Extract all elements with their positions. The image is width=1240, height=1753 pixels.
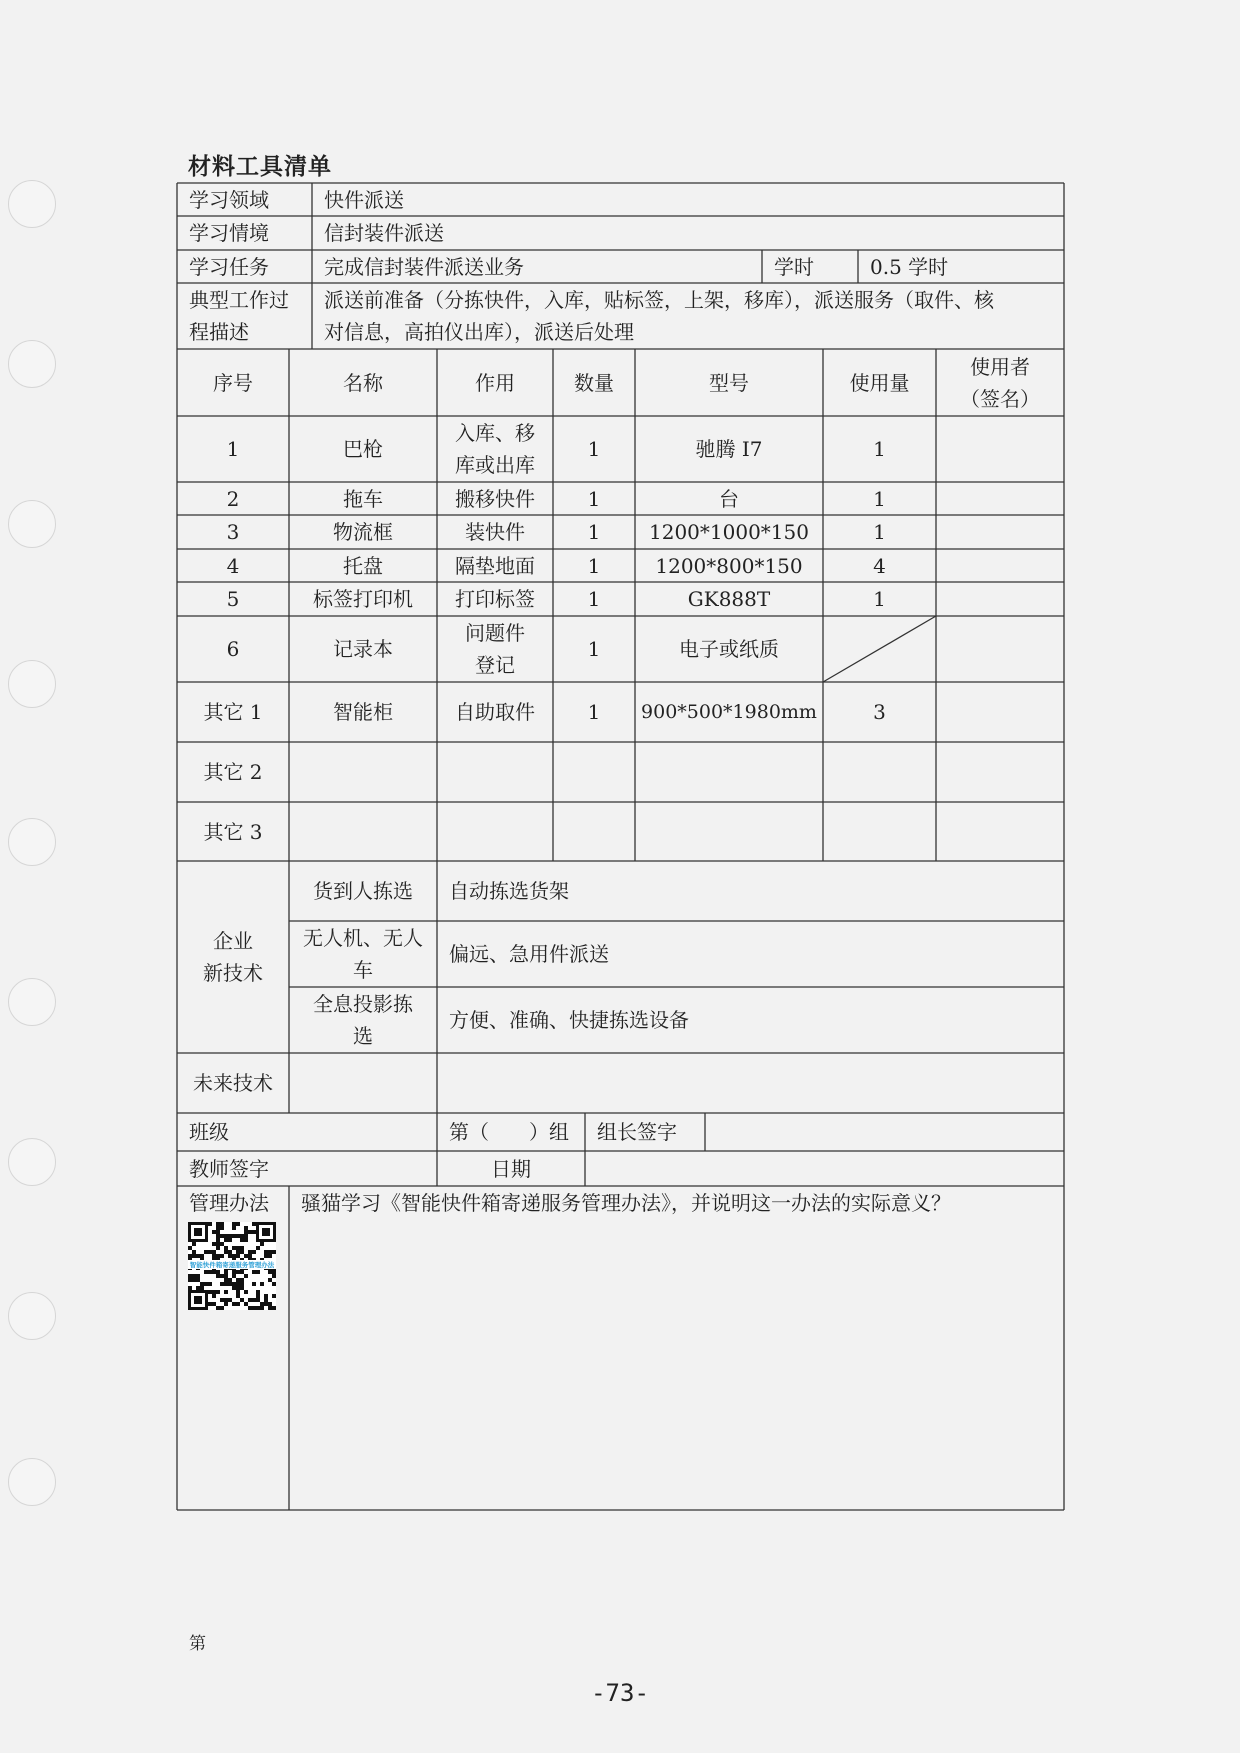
tech-description: 偏远、急用件派送: [449, 942, 609, 966]
table-row-usage: 3: [873, 700, 886, 724]
management-question: 骚猫学习《智能快件箱寄递服务管理办法》，并说明这一办法的实际意义？: [301, 1191, 951, 1215]
table-row-seq: 2: [226, 486, 240, 511]
table-row-model: GK888T: [687, 587, 771, 611]
table-row-use-line: 库或出库: [455, 453, 535, 477]
table-row-name: 托盘: [343, 553, 383, 578]
tech-name-line: 无人机、无人: [303, 926, 423, 950]
tech-name: 货到人拣选: [313, 879, 413, 903]
domain-value: 快件派送: [324, 187, 404, 212]
binder-hole: [8, 1458, 56, 1506]
col-header-qty: 数量: [574, 370, 614, 395]
class-label: 班级: [189, 1120, 229, 1144]
table-row-usage: 1: [873, 520, 886, 544]
table-row-seq: 5: [226, 587, 240, 611]
table-row-seq: 4: [226, 553, 240, 578]
table-row-name: 拖车: [343, 486, 383, 511]
tech-name-line: 选: [353, 1024, 373, 1048]
table-row-use-line: 登记: [475, 653, 515, 677]
table-row-model: 1200*800*150: [655, 553, 803, 578]
task-value: 完成信封装件派送业务: [324, 254, 524, 279]
table-row-model: 1200*1000*150: [649, 520, 809, 544]
process-description: [312, 283, 1064, 349]
binder-hole: [8, 818, 56, 866]
table-row-qty: 1: [587, 637, 601, 661]
teacher-sign-label: 教师签字: [189, 1156, 269, 1181]
table-row-use: 装快件: [465, 520, 525, 544]
page-number: -73-: [591, 1679, 649, 1707]
col-header-usage: 使用量: [849, 370, 910, 395]
table-row-use: [437, 616, 553, 682]
hours-value: 0.5 学时: [870, 254, 949, 279]
tech-description: 自动拣选货架: [449, 879, 569, 903]
process-line: 对信息，高拍仪出库），派送后处理: [324, 320, 634, 344]
management-label: 管理办法: [189, 1191, 269, 1215]
table-row-usage: 4: [873, 553, 886, 578]
table-row-use: 自助取件: [455, 700, 535, 724]
binder-hole: [8, 978, 56, 1026]
col-header-user-line: （签名）: [960, 386, 1040, 411]
page-title: 材料工具清单: [188, 154, 332, 180]
future-tech-label: 未来技术: [193, 1071, 273, 1095]
table-row-name: 记录本: [333, 637, 393, 661]
tech-name-line: 全息投影拣: [313, 992, 413, 1016]
table-row-qty: 1: [587, 587, 601, 611]
binder-hole: [8, 500, 56, 548]
table-row-qty: 1: [587, 700, 601, 724]
table-row-use-line: 问题件: [465, 621, 525, 645]
binder-hole: [8, 1138, 56, 1186]
table-row-qty: 1: [587, 553, 601, 578]
leader-sign-label: 组长签字: [597, 1120, 677, 1144]
table-row-qty: 1: [587, 520, 601, 544]
table-row-name: 巴枪: [343, 437, 383, 461]
table-row-qty: 1: [587, 437, 601, 461]
table-row-model: 900*500*1980mm: [641, 701, 817, 723]
process-label: [177, 283, 312, 349]
tech-name: [289, 921, 437, 987]
table-row-name: 智能柜: [333, 700, 393, 724]
hours-label: 学时: [774, 254, 814, 279]
table-row-seq: 3: [226, 520, 240, 544]
col-header-model: 型号: [709, 370, 749, 395]
tech-name-line: 车: [353, 958, 373, 982]
enterprise-label-line: 新技术: [203, 961, 263, 985]
table-row-model: 驰腾 I7: [695, 437, 763, 461]
binder-hole: [8, 1292, 56, 1340]
table-row-use: 打印标签: [455, 587, 535, 611]
table-row-seq: 6: [226, 637, 240, 661]
task-label: 学习任务: [189, 254, 269, 279]
enterprise-label: [177, 861, 289, 1053]
table-row-seq: 其它 2: [203, 760, 263, 784]
table-row-seq: 其它 3: [203, 819, 263, 844]
binder-hole: [8, 340, 56, 388]
group-label: 第（ ）组: [449, 1120, 569, 1144]
table-row-use: [437, 416, 553, 482]
table-row-model: 电子或纸质: [679, 637, 779, 661]
domain-label: 学习领域: [189, 187, 269, 212]
col-header-use: 作用: [475, 370, 515, 395]
table-row-usage: 1: [873, 486, 886, 511]
col-header-user-line: 使用者: [970, 354, 1030, 379]
qr-code[interactable]: [188, 1222, 276, 1310]
enterprise-label-line: 企业: [213, 929, 253, 953]
table-row-qty: 1: [587, 486, 601, 511]
binder-hole: [8, 660, 56, 708]
col-header-name: 名称: [343, 370, 383, 395]
table-row-seq: 其它 1: [203, 700, 263, 724]
tech-description: 方便、准确、快捷拣选设备: [449, 1008, 689, 1032]
table-row-seq: 1: [226, 437, 240, 461]
situation-value: 信封装件派送: [324, 221, 444, 245]
table-row-use: 搬移快件: [455, 486, 535, 511]
table-row-use-line: 入库、移: [455, 421, 535, 445]
table-row-name: 物流框: [333, 520, 393, 544]
table-row-name: 标签打印机: [313, 587, 413, 611]
process-line: 派送前准备（分拣快件，入库，贴标签，上架，移库），派送服务（取件、核: [324, 288, 994, 312]
tech-name: [289, 987, 437, 1053]
table-row-usage: 1: [873, 437, 886, 461]
situation-label: 学习情境: [189, 221, 269, 245]
table-row-usage: 1: [873, 587, 886, 611]
col-header-seq: 序号: [213, 370, 253, 395]
process-label-line: 典型工作过: [189, 288, 289, 312]
qr-caption: 智能快件箱寄递服务管理办法: [189, 1261, 275, 1269]
footer-mark: 第: [189, 1634, 206, 1654]
binder-hole: [8, 180, 56, 228]
process-label-line: 程描述: [189, 320, 249, 344]
table-row-model: 台: [719, 486, 739, 511]
date-label: 日期: [491, 1156, 531, 1181]
col-header-user: [936, 349, 1064, 416]
table-row-use: 隔垫地面: [455, 553, 535, 578]
